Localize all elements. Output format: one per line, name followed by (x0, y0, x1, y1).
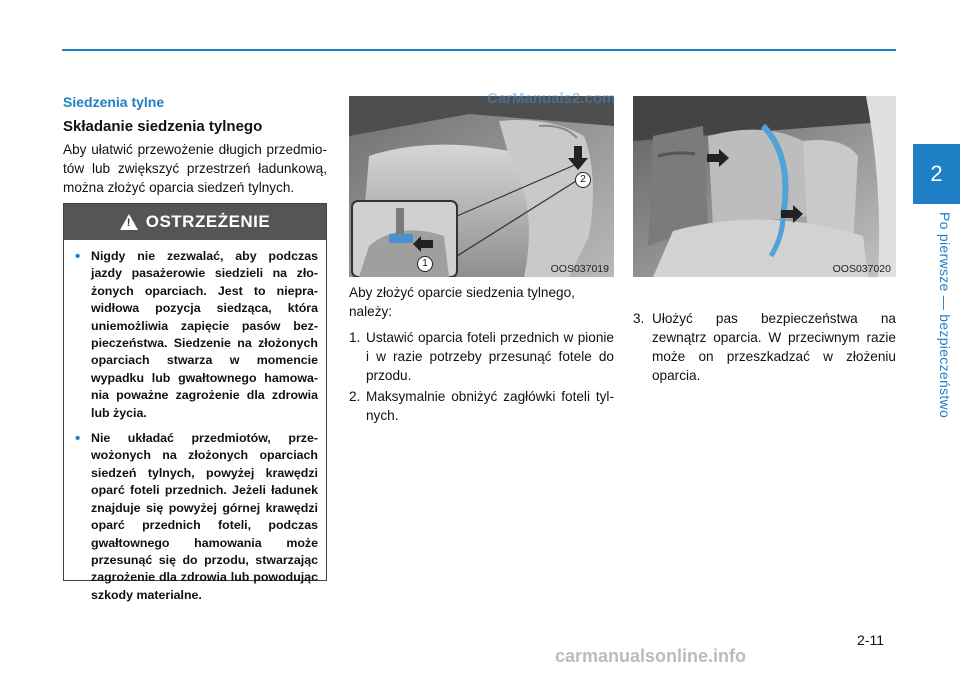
intro-paragraph: Aby ułatwić przewożenie długich przedmiotów lub zwiększyć przestrzeń ładunkową, można złożyć oparcia siedzeń tylnych. (63, 142, 327, 195)
seat-illustration-2 (633, 96, 896, 277)
instructions-column (349, 283, 614, 425)
warning-item: • Nigdy nie zezwalać, aby podczas jazdy pasażerowie siedzieli na złożonych oparciach. Jest to nieprawidłowa pozycja siedząca, która uniemożliwia zapięcie pasów bezpieczeństwa. Siedzenie na złożonych oparciach stwarza w momencie wypadku lub gwałtownego hamowania poważne zagrożenie dla zdrowia lub życia. (74, 248, 318, 422)
step-text: Maksymalnie obniżyć zagłówki foteli tylnych. (366, 389, 614, 423)
watermark-top: CarManuals2.com (487, 90, 616, 107)
rear-seat-headrest-photo (349, 96, 614, 277)
step-number: 3. (633, 311, 645, 326)
step-text: Ułożyć pas bezpieczeństwa na zewnątrz oparcia. W przeciwnym razie może on przeszkadzać w złożeniu oparcia. (652, 311, 896, 383)
rear-seat-belt-photo (633, 96, 896, 277)
instructions-column-right (633, 309, 896, 385)
callout-2: 2 (575, 172, 591, 188)
step-number: 1. (349, 330, 361, 345)
image-code: OOS037020 (832, 263, 891, 275)
step-item (349, 387, 614, 425)
step-number: 2. (349, 389, 361, 404)
warning-list (64, 240, 326, 604)
instructions-lead: Aby złożyć oparcie siedzenia tylnego, należy: (349, 285, 575, 319)
warning-triangle-icon: ! (120, 214, 138, 230)
warning-title: OSTRZEŻENIE (145, 212, 271, 231)
step-text: Ustawić oparcia foteli przednich w pionie i w razie potrzeby przesunąć fotele do przodu. (366, 330, 614, 383)
image-code: OOS037019 (550, 263, 609, 275)
sub-title: Składanie siedzenia tylnego (63, 118, 263, 135)
watermark-bottom: carmanualsonline.info (555, 646, 747, 666)
top-rule (62, 49, 896, 51)
seat-illustration-1 (349, 96, 614, 277)
page-number: 2-11 (857, 632, 884, 648)
warning-item: • Nie układać przedmiotów, przewożonych na złożonych oparciach siedzeń tylnych, powyżej krawędzi oparć foteli przednich. Jeżeli ładunek znajduje się powyżej górnej krawędzi oparć przednich foteli, podczas gwałtownego hamowania może przesunąć się do przodu, stwarzając zagrożenie dla zdrowia lub powodując szkody materialne. (74, 430, 318, 604)
section-title: Siedzenia tylne (63, 94, 165, 110)
warning-box (63, 203, 327, 602)
warning-header (64, 204, 326, 240)
callout-1: 1 (417, 256, 433, 272)
step-item (349, 328, 614, 385)
step-item (633, 309, 896, 385)
chapter-tab[interactable] (913, 144, 960, 204)
chapter-number: 2 (930, 161, 943, 186)
chapter-label: Po pierwsze — bezpieczeństwo (937, 212, 953, 419)
